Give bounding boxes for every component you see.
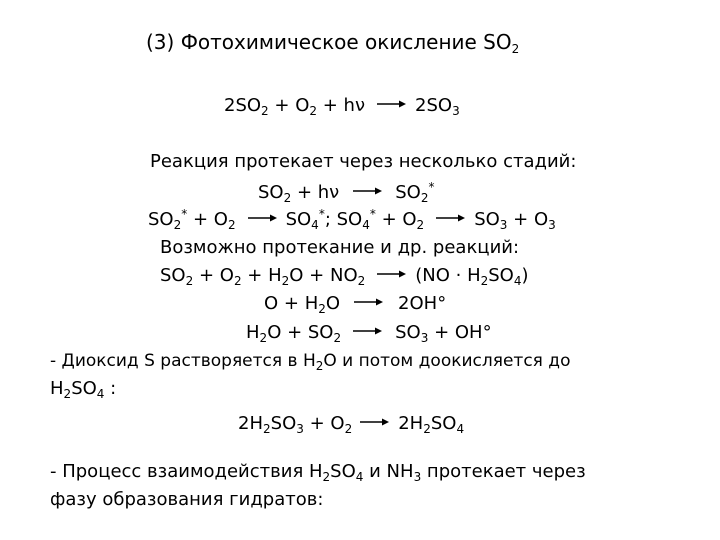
reaction-arrow-icon	[375, 99, 407, 109]
other-reaction-3: $H_2O + SO_2$ $SO_3 + OH^\circ$	[246, 322, 492, 345]
reaction-arrow-icon	[351, 186, 383, 196]
stage-2-equation: $SO_2^* + O_2$ $SO_4^*$; $SO_4^* + O_2$ $SO_3 + O_3$	[148, 207, 556, 232]
process-note-line-1: - Процесс взаимодействия $H_2SO_4$ и $NH_3$ протекает через	[50, 461, 586, 484]
reaction-arrow-icon	[434, 213, 466, 223]
stages-heading: Реакция протекает через несколько стадий:	[150, 151, 577, 172]
page-title: (3) Фотохимическое окисление $SO_2$	[146, 30, 520, 56]
other-reaction-1: $SO_2 + O_2 + H_2O + NO_2$ $(NO \cdot H_2SO_4)$	[160, 265, 529, 288]
stage-1-equation: $SO_2 + h\nu$ $SO_2^*$	[258, 180, 435, 205]
reaction-arrow-icon	[246, 213, 278, 223]
sulfite-oxidation-equation: $2H_2SO_3 + O_2$ $2H_2SO_4$	[238, 413, 465, 436]
other-reactions-heading: Возможно протекание и др. реакций:	[160, 237, 520, 258]
process-note-line-2: фазу образования гидратов:	[50, 489, 324, 510]
reaction-arrow-icon	[351, 326, 383, 336]
reaction-arrow-icon	[358, 417, 390, 427]
dioxide-note-line-2: $H_2SO_4$ :	[50, 378, 117, 401]
other-reaction-2: $O + H_2O$ 2OH°	[264, 293, 447, 316]
main-reaction-equation: $2SO_2 + O_2 + h\nu$ $2SO_3$	[224, 95, 460, 118]
reaction-arrow-icon	[375, 269, 407, 279]
dioxide-note-line-1: - Диоксид S растворяется в $H_2O$ и потом доокисляется до	[50, 351, 571, 373]
reaction-arrow-icon	[352, 297, 384, 307]
